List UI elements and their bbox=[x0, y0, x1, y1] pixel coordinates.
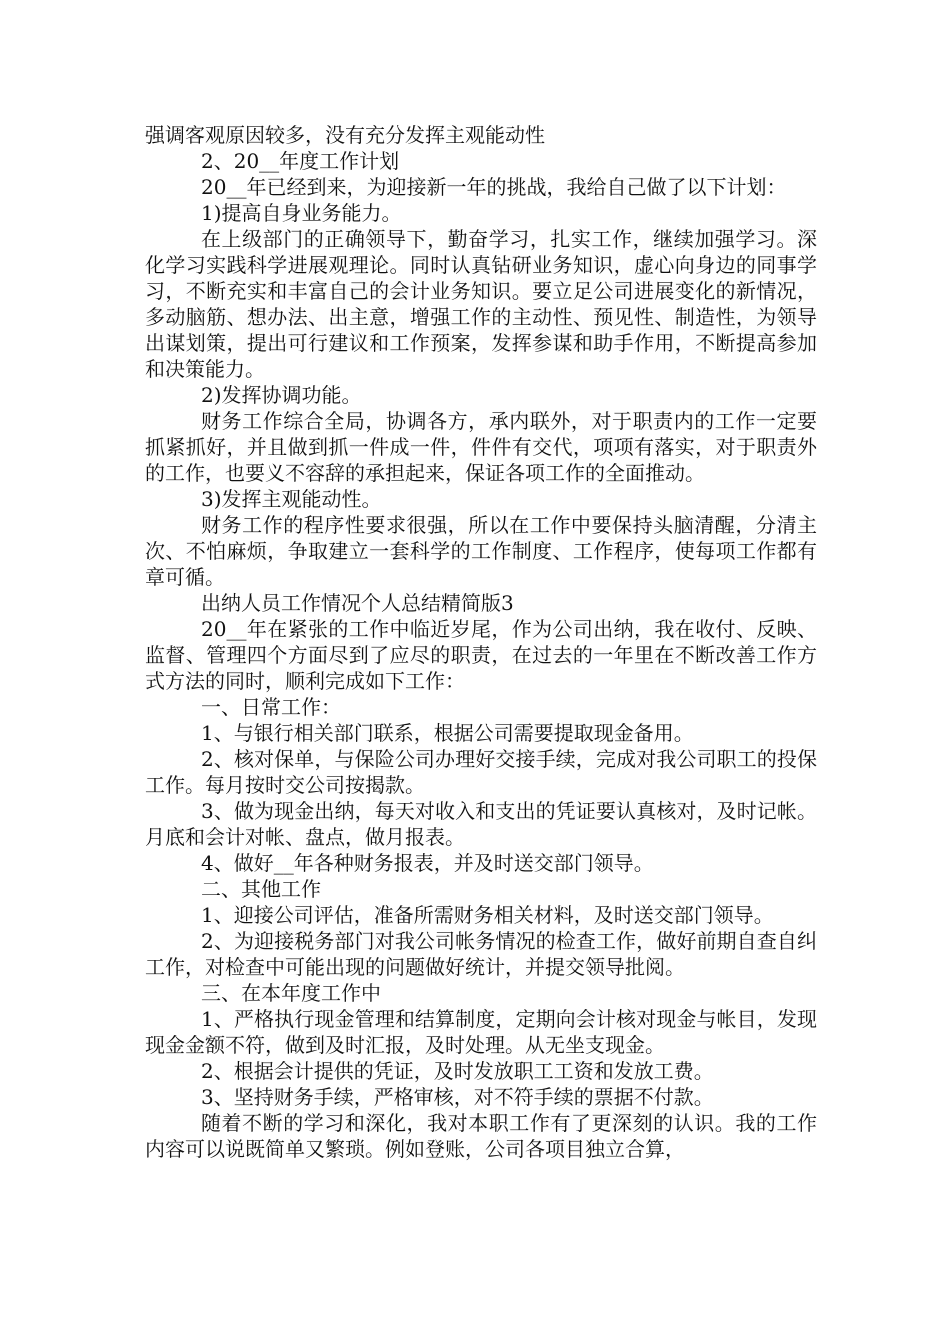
list-heading: 1)提高自身业务能力。 bbox=[201, 201, 402, 225]
list-heading: 3)发挥主观能动性。 bbox=[201, 487, 382, 511]
list-item: 1、严格执行现金管理和结算制度，定期向会计核对现金与帐目，发现现金金额不符，做到及时汇报，及时处理。从无坐支现金。 bbox=[145, 1007, 817, 1057]
list-item: 2、为迎接税务部门对我公司帐务情况的检查工作，做好前期自查自纠工作，对检查中可能出现的问题做好统计，并提交领导批阅。 bbox=[145, 929, 817, 979]
document-body bbox=[145, 122, 817, 1162]
list-item: 3、做为现金出纳，每天对收入和支出的凭证要认真核对，及时记帐。月底和会计对帐、盘点，做月报表。 bbox=[145, 799, 817, 849]
paragraph: 20__年在紧张的工作中临近岁尾，作为公司出纳，我在收付、反映、监督、管理四个方面尽到了应尽的职责，在过去的一年里在不断改善工作方式方法的同时，顺利完成如下工作： bbox=[145, 617, 817, 693]
paragraph: 20__年已经到来，为迎接新一年的挑战，我给自己做了以下计划： bbox=[201, 175, 787, 199]
section-heading: 2、20__年度工作计划 bbox=[201, 149, 400, 173]
section-heading: 二、其他工作 bbox=[201, 877, 321, 901]
paragraph: 随着不断的学习和深化，我对本职工作有了更深刻的认识。我的工作内容可以说既简单又繁琐。例如登账，公司各项目独立合算， bbox=[145, 1111, 817, 1161]
paragraph: 财务工作的程序性要求很强，所以在工作中要保持头脑清醒，分清主次、不怕麻烦，争取建立一套科学的工作制度、工作程序，使每项工作都有章可循。 bbox=[145, 513, 817, 589]
section-heading: 一、日常工作： bbox=[201, 695, 341, 719]
section-heading: 三、在本年度工作中 bbox=[201, 981, 381, 1005]
list-item: 4、做好__年各种财务报表，并及时送交部门领导。 bbox=[201, 851, 654, 875]
list-item: 1、与银行相关部门联系，根据公司需要提取现金备用。 bbox=[201, 721, 694, 745]
list-item: 1、迎接公司评估，准备所需财务相关材料，及时送交部门领导。 bbox=[201, 903, 774, 927]
paragraph: 在上级部门的正确领导下，勤奋学习，扎实工作，继续加强学习。深化学习实践科学进展观理论。同时认真钻研业务知识，虚心向身边的同事学习，不断充实和丰富自己的会计业务知识。要立足公司进展变化的新情况，多动脑筋、想办法、出主意，增强工作的主动性、预见性、制造性，为领导出谋划策，提出可行建议和工作预案，发挥参谋和助手作用，不断提高参加和决策能力。 bbox=[145, 227, 817, 381]
list-item: 2、根据会计提供的凭证，及时发放职工工资和发放工费。 bbox=[201, 1059, 714, 1083]
paragraph: 财务工作综合全局，协调各方，承内联外，对于职责内的工作一定要抓紧抓好，并且做到抓一件成一件，件件有交代，项项有落实，对于职责外的工作，也要义不容辞的承担起来，保证各项工作的全面推动。 bbox=[145, 409, 817, 485]
list-heading: 2)发挥协调功能。 bbox=[201, 383, 362, 407]
document-title: 出纳人员工作情况个人总结精简版3 bbox=[201, 591, 514, 615]
list-item: 3、坚持财务手续，严格审核，对不符手续的票据不付款。 bbox=[201, 1085, 714, 1109]
list-item: 2、核对保单，与保险公司办理好交接手续，完成对我公司职工的投保工作。每月按时交公司按揭款。 bbox=[145, 747, 817, 797]
paragraph: 强调客观原因较多，没有充分发挥主观能动性 bbox=[145, 123, 545, 147]
